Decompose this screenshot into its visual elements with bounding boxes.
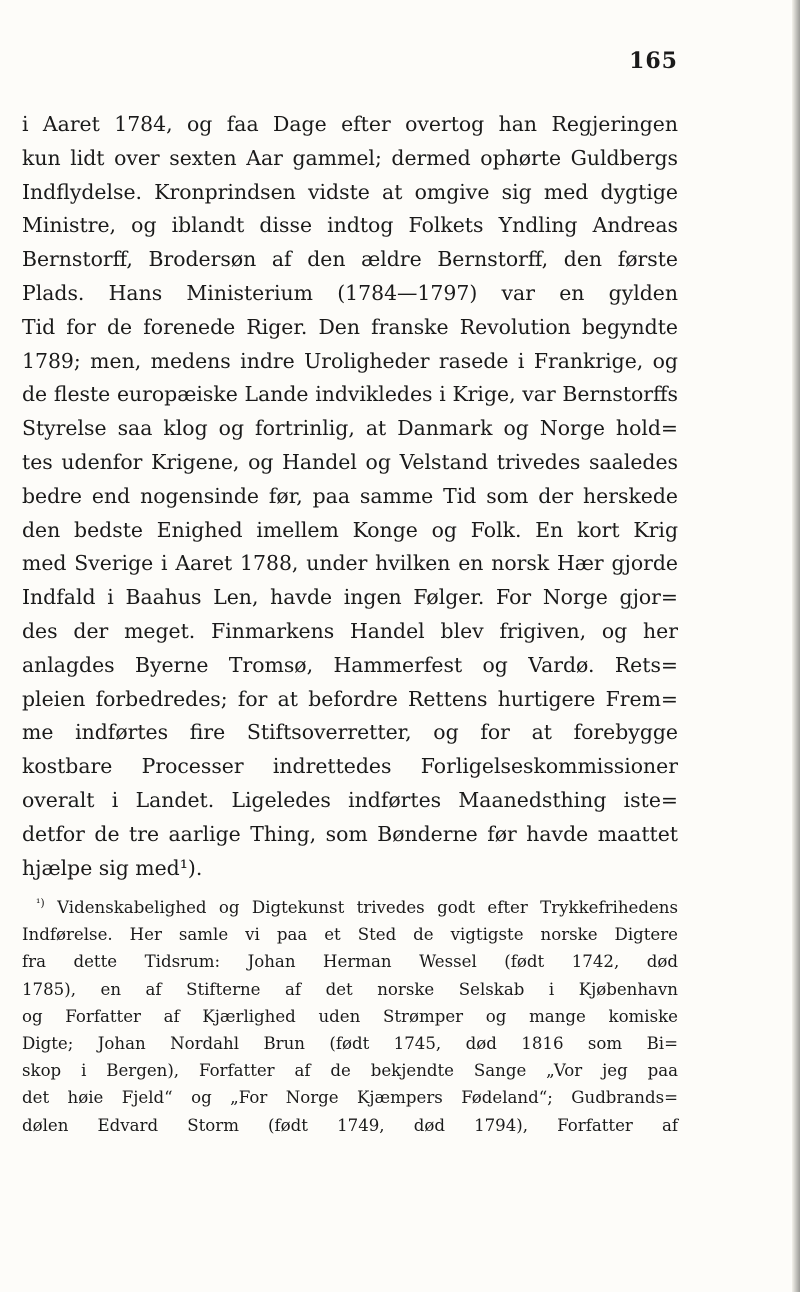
footnote-line: skop i Bergen), Forfatter af de bekjendte Sange „Vor jeg paa <box>22 1061 678 1081</box>
body-line: tes udenfor Krigene, og Handel og Velstand trivedes saaledes <box>22 449 678 474</box>
body-line: Ministre, og iblandt disse indtog Folkets Yndling Andreas <box>22 213 678 238</box>
body-line: des der meget. Finmarkens Handel blev frigiven, og her <box>22 618 678 643</box>
body-line: Plads. Hans Ministerium (1784—1797) var en gylden <box>22 280 678 305</box>
footnote <box>22 894 678 1139</box>
page-edge <box>792 0 800 1292</box>
body-line: bedre end nogensinde før, paa samme Tid som der herskede <box>22 483 678 508</box>
body-line: 1789; men, medens indre Uroligheder rasede i Frankrige, og <box>22 348 678 373</box>
body-text <box>22 108 678 885</box>
body-line: den bedste Enighed imellem Konge og Folk. En kort Krig <box>22 517 678 542</box>
footnote-marker: ¹) <box>36 896 45 910</box>
body-line: pleien forbedredes; for at befordre Rettens hurtigere Frem= <box>22 686 678 711</box>
footnote-text: Videnskabelighed og Digtekunst trivedes godt efter Trykkefrihedens <box>57 898 678 917</box>
body-line: me indførtes fire Stiftsoverretter, og for at forebygge <box>22 720 678 745</box>
body-line: de fleste europæiske Lande indvikledes i Krige, var Bernstorffs <box>22 382 678 407</box>
body-line: anlagdes Byerne Tromsø, Hammerfest og Vardø. Rets= <box>22 652 678 677</box>
body-line: overalt i Landet. Ligeledes indførtes Maanedsthing iste= <box>22 787 678 812</box>
body-line: Tid for de forenede Riger. Den franske Revolution begyndte <box>22 314 678 339</box>
body-line: detfor de tre aarlige Thing, som Bønderne før havde maattet <box>22 821 678 846</box>
footnote-line <box>22 894 678 921</box>
body-line: i Aaret 1784, og faa Dage efter overtog han Regjeringen <box>22 112 678 136</box>
footnote-line: 1785), en af Stifterne af det norske Selskab i Kjøbenhavn <box>22 979 678 999</box>
body-line: Styrelse saa klog og fortrinlig, at Danmark og Norge hold= <box>22 416 678 441</box>
page-number: 165 <box>629 48 678 74</box>
body-line: kostbare Processer indrettedes Forligelseskommissioner <box>22 754 678 779</box>
body-line: hjælpe sig med¹). <box>22 855 203 880</box>
footnote-line: og Forfatter af Kjærlighed uden Strømper og mange komiske <box>22 1006 678 1026</box>
footnote-line: det høie Fjeld“ og „For Norge Kjæmpers Fødeland“; Gudbrands= <box>22 1088 678 1108</box>
footnote-line: Indførelse. Her samle vi paa et Sted de vigtigste norske Digtere <box>22 925 678 945</box>
body-line: kun lidt over sexten Aar gammel; dermed ophørte Guldbergs <box>22 145 678 170</box>
footnote-line: Digte; Johan Nordahl Brun (født 1745, død 1816 som Bi= <box>22 1033 678 1053</box>
body-line: med Sverige i Aaret 1788, under hvilken en norsk Hær gjorde <box>22 551 678 576</box>
body-line: Indfald i Baahus Len, havde ingen Følger. For Norge gjor= <box>22 585 678 610</box>
body-line: Indflydelse. Kronprindsen vidste at omgive sig med dygtige <box>22 179 678 204</box>
body-line: Bernstorff, Brodersøn af den ældre Bernstorff, den første <box>22 247 678 272</box>
footnote-line: dølen Edvard Storm (født 1749, død 1794), Forfatter af <box>22 1115 678 1135</box>
footnote-line: fra dette Tidsrum: Johan Herman Wessel (født 1742, død <box>22 952 678 972</box>
